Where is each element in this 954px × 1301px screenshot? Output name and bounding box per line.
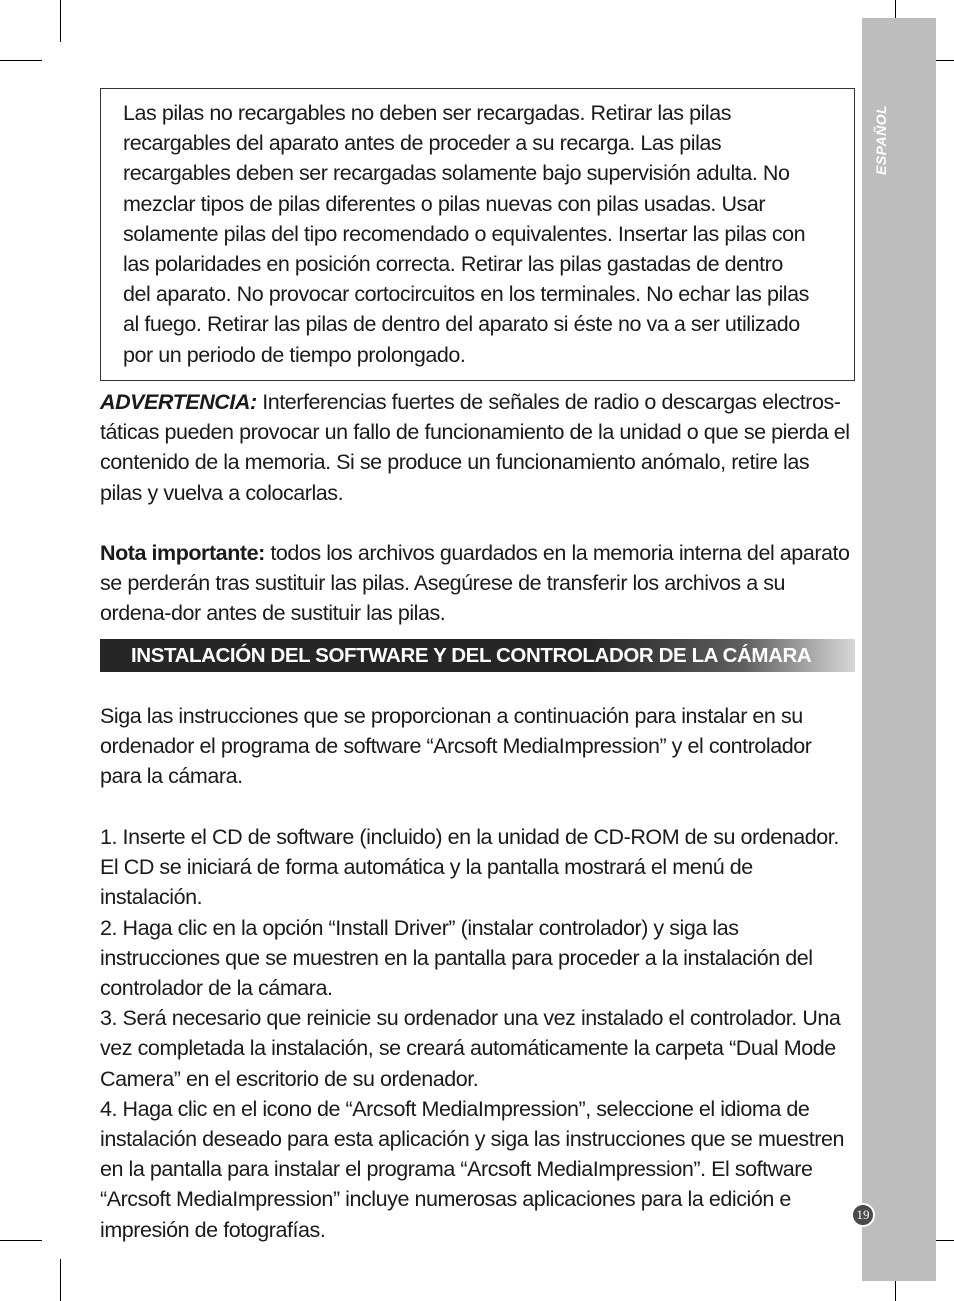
step-item: 3. Será necesario que reinicie su ordenador una vez instalado el controlador. Una vez completada la instalación, se creará automáticamente la carpeta “Dual Mode Camera” en el escritorio de su ordenador. [100, 1006, 841, 1091]
language-side-tab [862, 18, 936, 1281]
note-paragraph [100, 538, 855, 629]
note-text: todos los archivos guardados en la memoria interna del aparato se perderán tras sustituir las pilas. Asegúrese de transferir los archivos a su ordena-dor antes de sustituir las pilas. [100, 541, 850, 626]
warning-text: Interferencias fuertes de señales de radio o descargas electros-táticas pueden provocar un fallo de funcionamiento de la unidad o que se pierda el contenido de la memoria. Si se produce un funcionamiento anómalo, retire las pilas y vuelva a colocarlas. [100, 390, 850, 505]
section-intro: Siga las instrucciones que se proporcionan a continuación para instalar en su ordenador el programa de software “Arcsoft MediaImpression” y el controlador para la cámara. [100, 704, 812, 789]
warning-label: ADVERTENCIA: [100, 390, 257, 414]
battery-warning-box [100, 88, 855, 381]
crop-mark [60, 1259, 61, 1301]
step-item: 4. Haga clic en el icono de “Arcsoft MediaImpression”, seleccione el idioma de instalación deseado para esta aplicación y siga las instrucciones que se muestren en la pantalla para instalar el programa “Arcsoft MediaImpression”. El software “Arcsoft MediaImpression” incluye numerosas aplicaciones para la edición e impresión de fotografías. [100, 1096, 844, 1242]
crop-mark [0, 60, 42, 61]
crop-mark [60, 0, 61, 42]
section-title: INSTALACIÓN DEL SOFTWARE Y DEL CONTROLADOR DE LA CÁMARA [100, 639, 855, 672]
note-label: Nota importante: [100, 541, 265, 565]
page-number: 19 [851, 1203, 875, 1227]
installation-steps [100, 822, 855, 1245]
step-item: 2. Haga clic en la opción “Install Driver” (instalar controlador) y siga las instrucciones que se muestren en la pantalla para proceder a la instalación del controlador de la cámara. [100, 915, 813, 1001]
language-label: ESPAÑOL [873, 104, 889, 175]
warning-paragraph [100, 387, 855, 508]
step-item: 1. Inserte el CD de software (incluido) en la unidad de CD-ROM de su ordenador. El CD se iniciará de forma automática y la pantalla mostrará el menú de instalación. [100, 825, 839, 910]
crop-mark [0, 1240, 42, 1241]
battery-warning-text: Las pilas no recargables no deben ser recargadas. Retirar las pilas recargables del aparato antes de proceder a su recarga. Las pilas recargables deben ser recargadas solamente bajo supervisión adulta. No mezclar tipos de pilas diferentes o pilas nuevas con pilas usadas. Usar solamente pilas del tipo recomendado o equivalentes. Insertar las pilas con las polaridades en posición correcta. Retirar las pilas gastadas de dentro del aparato. No provocar cortocircuitos en los terminales. No echar las pilas al fuego. Retirar las pilas de dentro del aparato si éste no va a ser utilizado por un periodo de tiempo prolongado. [123, 101, 809, 367]
